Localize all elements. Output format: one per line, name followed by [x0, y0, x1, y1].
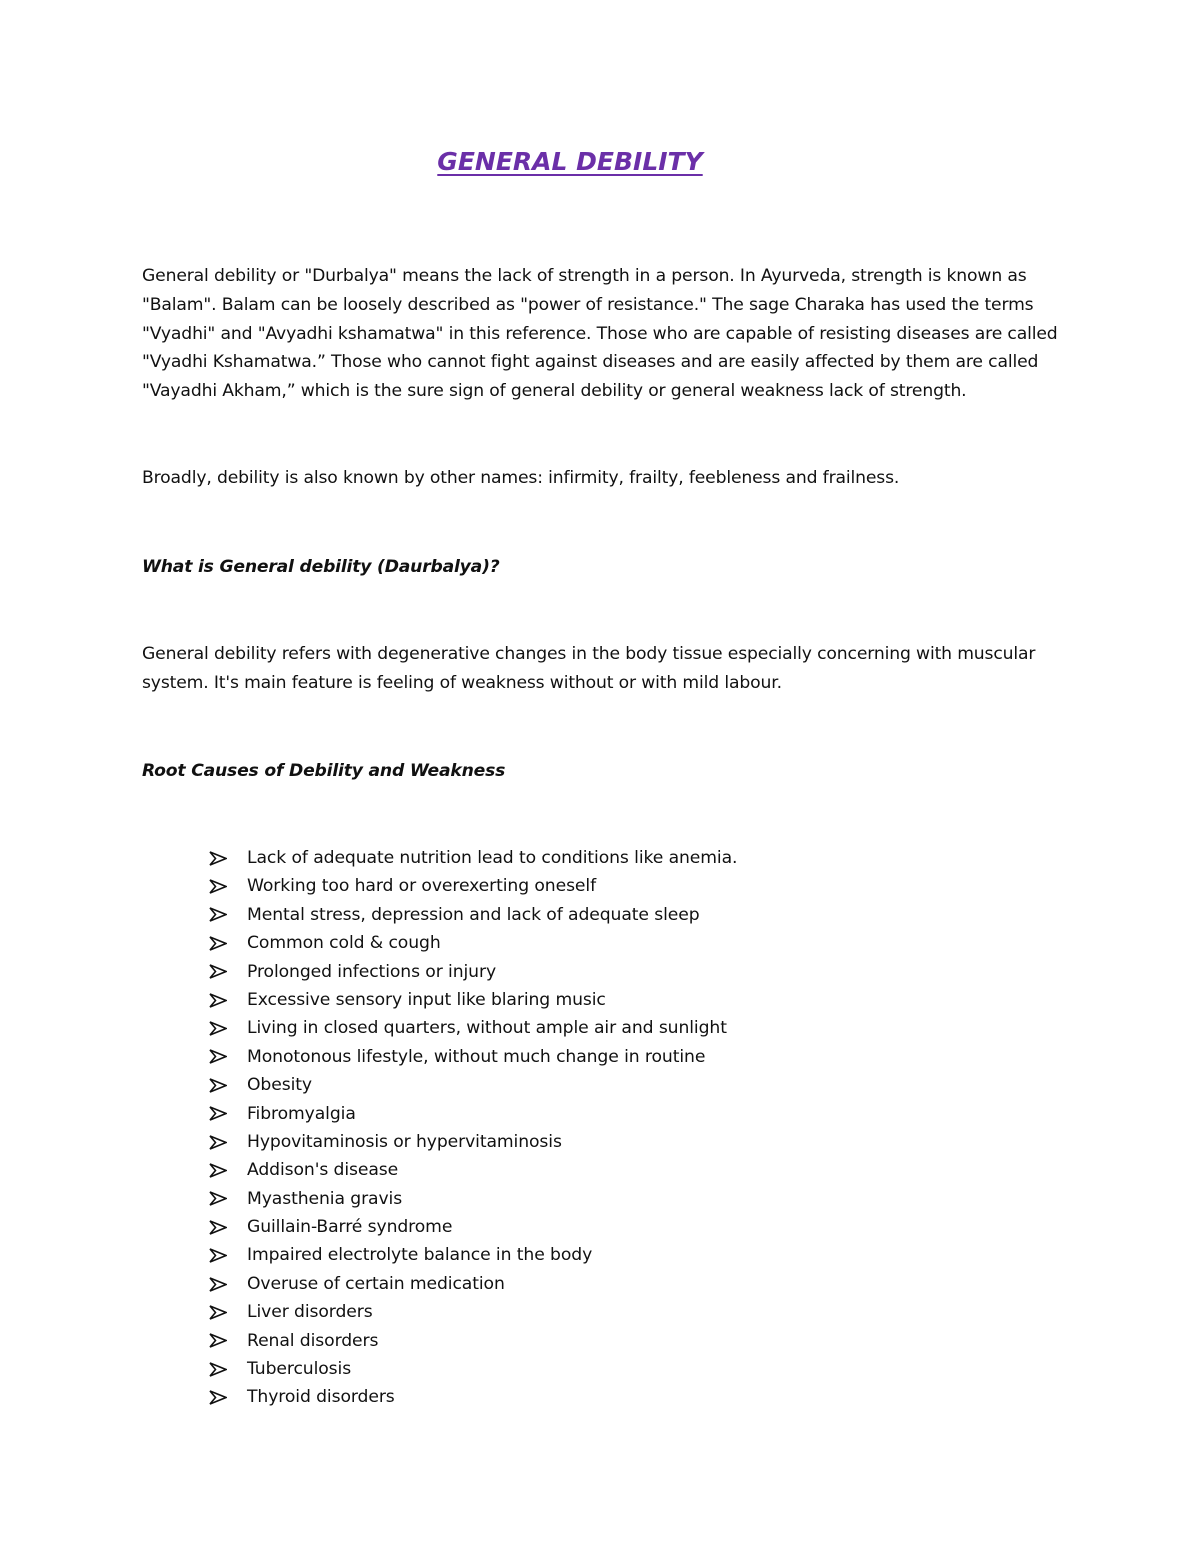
what-is-heading: What is General debility (Daurbalya)? [142, 557, 500, 577]
arrowhead-bullet-icon [209, 851, 247, 866]
list-item [209, 1128, 737, 1156]
list-item-text: Myasthenia gravis [247, 1188, 403, 1209]
list-item [209, 1327, 737, 1355]
arrowhead-bullet-icon [209, 1362, 247, 1377]
arrowhead-bullet-icon [209, 1135, 247, 1150]
list-item [209, 929, 737, 957]
arrowhead-bullet-icon [209, 1333, 247, 1348]
list-item [209, 872, 737, 900]
arrowhead-bullet-icon [209, 1248, 247, 1263]
arrowhead-bullet-icon [209, 1220, 247, 1235]
list-item-text: Tuberculosis [247, 1359, 352, 1380]
list-item-text: Obesity [247, 1075, 312, 1096]
list-item [209, 1213, 737, 1241]
list-item-text: Working too hard or overexerting oneself [247, 876, 597, 897]
list-item [209, 986, 737, 1014]
list-item [209, 1185, 737, 1213]
list-item-text: Liver disorders [247, 1302, 373, 1323]
list-item [209, 901, 737, 929]
intro-paragraph: General debility or "Durbalya" means the lack of strength in a person. In Ayurveda, strength is known as "Balam". Balam can be loosely described as "power of resistance." The sage Charaka has used the terms "Vyadhi" and "Avyadhi kshamatwa" in this reference. Those who are capable of resisting diseases are called "Vyadhi Kshamatwa.” Those who cannot fight against diseases and are easily affected by them are called "Vayadhi Akham,” which is the sure sign of general debility or general weakness lack of strength. [142, 266, 1058, 402]
list-item-text: Impaired electrolyte balance in the body [247, 1245, 593, 1266]
list-item-text: Addison's disease [247, 1160, 399, 1181]
list-item [209, 1043, 737, 1071]
list-item [209, 1241, 737, 1269]
list-item-text: Hypovitaminosis or hypervitaminosis [247, 1131, 562, 1152]
list-item [209, 958, 737, 986]
arrowhead-bullet-icon [209, 1163, 247, 1178]
list-item [209, 1071, 737, 1099]
arrowhead-bullet-icon [209, 1191, 247, 1206]
arrowhead-bullet-icon [209, 907, 247, 922]
arrowhead-bullet-icon [209, 1049, 247, 1064]
list-item [209, 1100, 737, 1128]
list-item-text: Monotonous lifestyle, without much change in routine [247, 1046, 706, 1067]
list-item-text: Prolonged infections or injury [247, 961, 497, 982]
arrowhead-bullet-icon [209, 936, 247, 951]
list-item-text: Lack of adequate nutrition lead to conditions like anemia. [247, 848, 738, 868]
list-item [209, 1298, 737, 1326]
arrowhead-bullet-icon [209, 993, 247, 1008]
page-title: GENERAL DEBILITY [437, 147, 703, 176]
arrowhead-bullet-icon [209, 964, 247, 979]
arrowhead-bullet-icon [209, 1078, 247, 1093]
list-item-text: Common cold & cough [247, 933, 441, 954]
arrowhead-bullet-icon [209, 1277, 247, 1292]
arrowhead-bullet-icon [209, 1021, 247, 1036]
arrowhead-bullet-icon [209, 879, 247, 894]
list-item [209, 1270, 737, 1298]
list-item-text: Guillain-Barré syndrome [247, 1217, 453, 1238]
list-item [209, 1383, 737, 1411]
list-item [209, 844, 737, 872]
list-item-text: Thyroid disorders [247, 1387, 395, 1408]
arrowhead-bullet-icon [209, 1390, 247, 1405]
list-item-text: Mental stress, depression and lack of adequate sleep [247, 904, 700, 925]
list-item [209, 1156, 737, 1184]
arrowhead-bullet-icon [209, 1106, 247, 1121]
list-item-text: Renal disorders [247, 1330, 379, 1351]
list-item [209, 1355, 737, 1383]
definition-paragraph: General debility refers with degenerative changes in the body tissue especially concerning with muscular system. It's main feature is feeling of weakness without or with mild labour. [142, 644, 1036, 693]
list-item-text: Excessive sensory input like blaring music [247, 989, 606, 1010]
arrowhead-bullet-icon [209, 1305, 247, 1320]
root-causes-list [209, 844, 737, 1412]
list-item-text: Living in closed quarters, without ample air and sunlight [247, 1018, 727, 1039]
list-item [209, 1014, 737, 1042]
root-causes-heading: Root Causes of Debility and Weakness [142, 761, 506, 781]
list-item-text: Overuse of certain medication [247, 1273, 505, 1294]
list-item-text: Fibromyalgia [247, 1103, 356, 1124]
names-paragraph: Broadly, debility is also known by other names: infirmity, frailty, feebleness and frailness. [142, 468, 900, 488]
